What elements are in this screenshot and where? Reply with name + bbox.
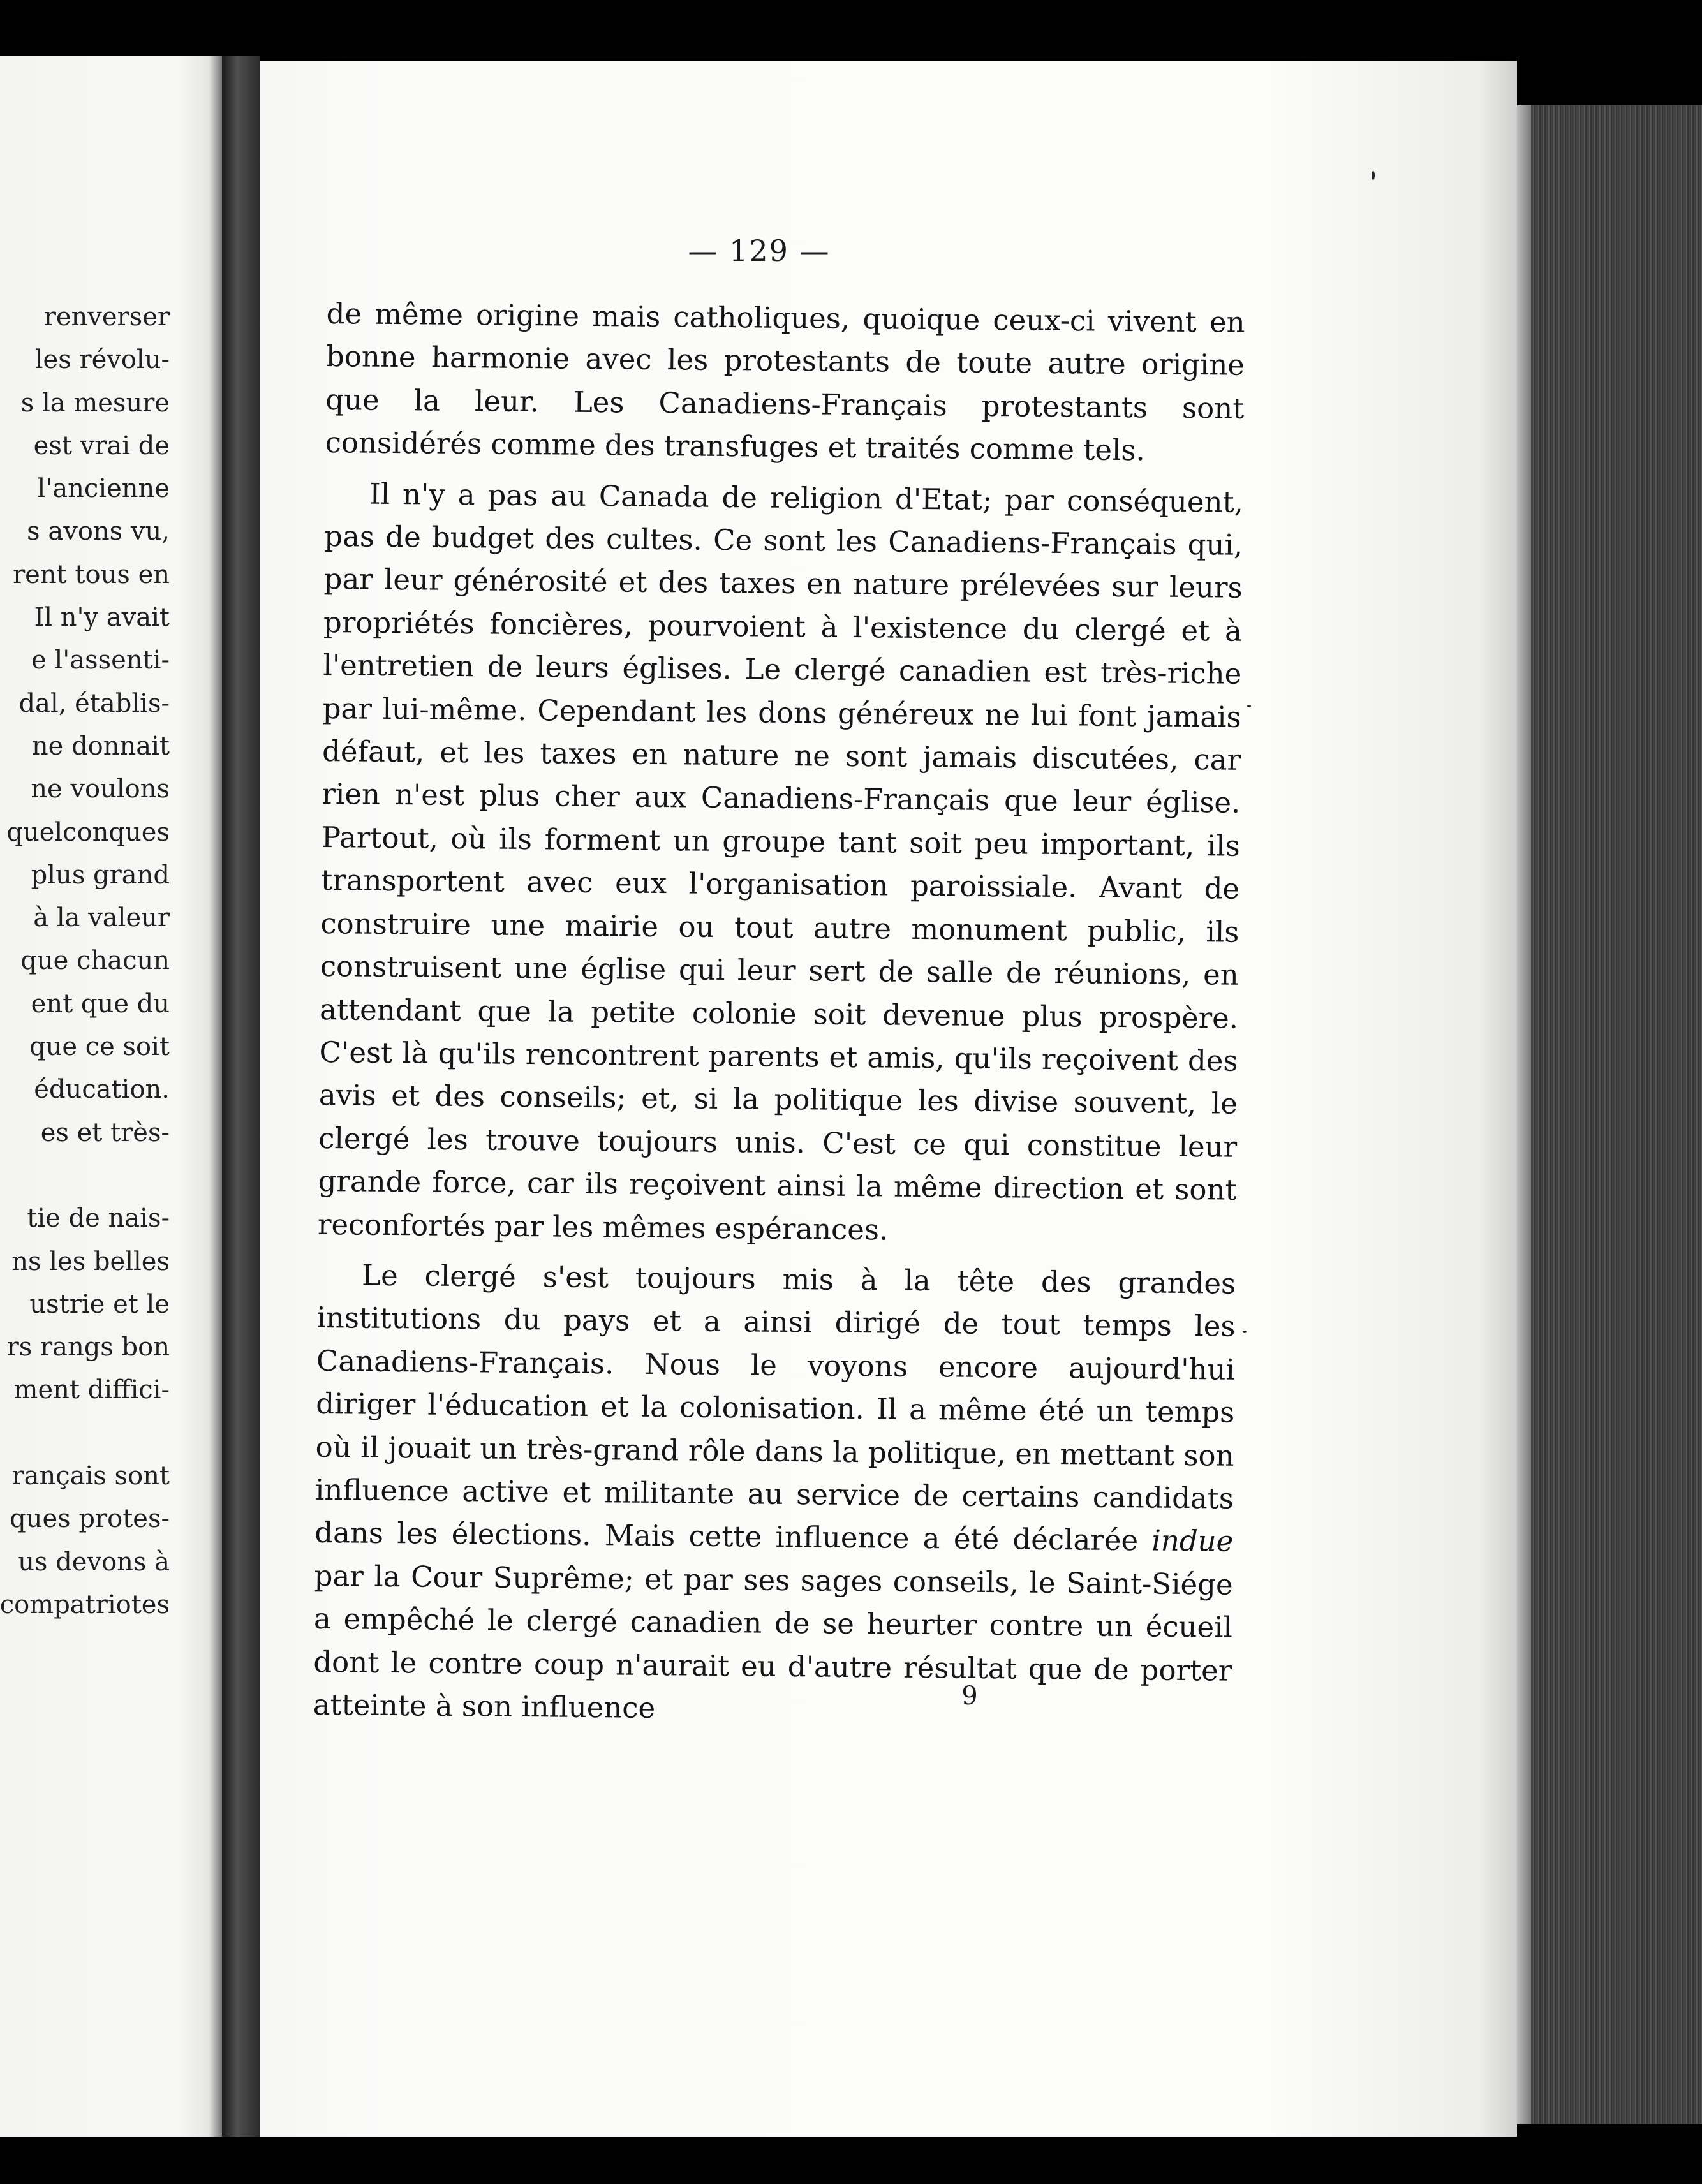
left-line: ustrie et le xyxy=(29,1289,170,1319)
left-line: rs rangs bon xyxy=(6,1332,170,1362)
left-line: éducation. xyxy=(34,1075,170,1105)
paragraph xyxy=(313,1253,1236,1735)
left-line: us devons à xyxy=(18,1547,170,1577)
left-line: ment diffici- xyxy=(13,1375,170,1405)
left-facing-page xyxy=(0,56,222,2137)
left-line: tie de nais- xyxy=(27,1204,170,1234)
left-line-gap xyxy=(0,1155,170,1197)
left-line: que ce soit xyxy=(29,1032,170,1062)
left-line: dal, établis- xyxy=(18,688,170,718)
paragraph-text: Le clergé s'est toujours mis à la tête des grandes institutions du pays et a ainsi dirigé de tout temps les Canadiens-Français. Nous le voyons encore aujourd'hui diriger l'éducation et la colonisation. Il a même été un temps où il jouait un très-grand rôle dans la politique, en mettant son influence active et militante au service de certains candidats dans les élections. Mais cette influence a été déclarée xyxy=(314,1258,1236,1558)
left-line: ns les belles xyxy=(11,1246,170,1276)
paragraph-continued: de même origine mais catholiques, quoique ceux-ci vivent en bonne harmonie avec les protestants de toute autre origine que la leur. Les Canadiens-Français protestants sont considérés comme des transfuges et traités comme tels. xyxy=(325,296,1245,468)
left-line: les révolu- xyxy=(34,345,170,375)
left-line-gap xyxy=(0,1412,170,1455)
scan-speck xyxy=(1372,171,1375,180)
page-block-edges xyxy=(1517,105,1702,2124)
left-line: rent tous en xyxy=(13,559,170,589)
left-line: s la mesure xyxy=(20,388,170,418)
body-text xyxy=(313,292,1245,1743)
italic-word: indue xyxy=(1151,1523,1234,1559)
scan-speck xyxy=(1247,705,1251,707)
signature-mark: 9 xyxy=(961,1681,978,1711)
paragraph: Il n'y a pas au Canada de religion d'Etat; par conséquent, pas de budget des cultes. Ce sont les Canadiens-Français qui, par leur générosité et des taxes en nature prélevées sur leurs propriétés foncières, pourvoient à l'existence du clergé et à l'entretien de leurs églises. Le clergé canadien est très-riche par lui-même. Cependant les dons généreux ne lui font jamais défaut, et les taxes en nature ne sont jamais discutées, car rien n'est plus cher aux Canadiens-Français que leur église. Partout, où ils forment un groupe tant soit peu important, ils transportent avec eux l'organisation paroissiale. Avant de construire une mairie ou tout autre monument public, ils construisent une église qui leur sert de salle de réunions, en attendant que la petite colonie soit devenue plus prospère. C'est là qu'ils rencontrent parents et amis, qu'ils reçoivent des avis et des conseils; et, si la politique les divise souvent, le clergé les trouve toujours unis. C'est ce qui constitue leur grande force, car ils reçoivent ainsi la même direction et sont reconfortés par les mêmes espérances. xyxy=(317,476,1244,1247)
left-line: plus grand xyxy=(31,860,170,890)
left-line: Il n'y avait xyxy=(34,603,170,633)
left-line: compatriotes xyxy=(0,1590,170,1620)
page-number: — 129 — xyxy=(688,233,831,268)
left-line: que chacun xyxy=(20,946,170,976)
left-line: ques protes- xyxy=(10,1504,170,1534)
left-page-text xyxy=(0,296,170,1627)
scan-speck xyxy=(1243,1331,1247,1333)
left-line: l'ancienne xyxy=(37,474,170,504)
left-line: ne donnait xyxy=(31,731,170,761)
left-line: e l'assenti- xyxy=(31,646,170,675)
paragraph-text: par la Cour Suprême; et par ses sages conseils, le Saint-Siége a empêché le clergé canadien de se heurter contre un écueil dont le contre coup n'aurait eu d'autre résultat que de porter atteinte à son influence xyxy=(313,1558,1233,1725)
left-line: quelconques xyxy=(6,817,170,847)
book-gutter xyxy=(222,56,260,2137)
left-line: es et très- xyxy=(40,1118,170,1147)
left-line: s avons vu, xyxy=(27,517,170,547)
left-line: renverser xyxy=(43,302,170,332)
left-line: est vrai de xyxy=(33,431,170,461)
page-edge-highlight xyxy=(1517,105,1531,2124)
left-line: rançais sont xyxy=(11,1461,170,1491)
left-line: ne voulons xyxy=(31,774,170,804)
left-line: ent que du xyxy=(31,989,170,1019)
left-line: à la valeur xyxy=(33,903,170,933)
